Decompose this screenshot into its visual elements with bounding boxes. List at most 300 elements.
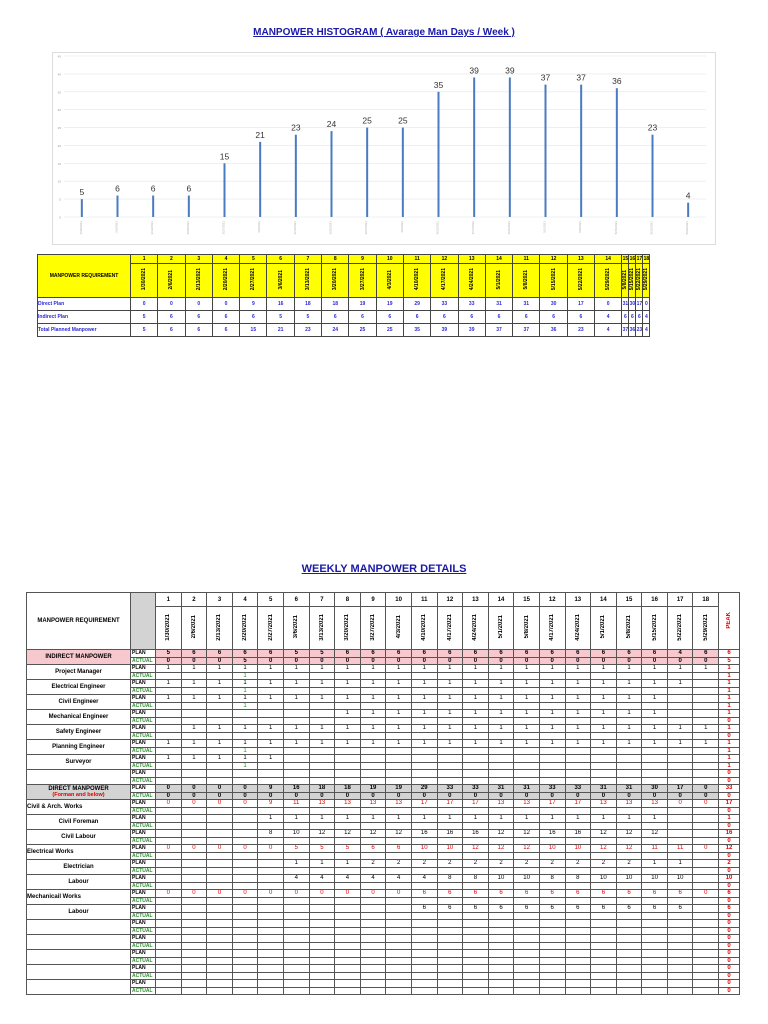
details-cell [411,852,437,860]
details-cell [156,837,182,845]
details-row-name: Mechanical Engineer [27,710,131,725]
details-cell: 12 [488,830,514,838]
summary-cell: 9 [240,298,267,311]
details-cell [156,815,182,823]
details-row-name [27,770,131,785]
details-cell [693,822,719,830]
details-cell: 1 [642,815,668,823]
details-cell [488,672,514,680]
details-row-type: ACTUAL [131,672,156,680]
details-cell [591,965,617,973]
details-cell: 12 [488,845,514,853]
details-cell [539,777,565,785]
details-cell: 12 [616,830,642,838]
summary-week-number: 9 [349,255,376,264]
details-cell: 11 [667,845,693,853]
details-cell [463,987,489,995]
details-cell [642,762,668,770]
details-cell: 8 [437,875,463,883]
details-peak-cell: 0 [719,822,740,830]
details-cell: 0 [258,792,284,800]
details-cell [642,837,668,845]
details-cell [309,777,335,785]
summary-week-date-text: 5/15/2021 [629,268,636,291]
details-cell [309,972,335,980]
details-cell: 6 [667,890,693,898]
details-cell: 0 [232,792,258,800]
details-cell [667,755,693,763]
details-cell: 6 [437,890,463,898]
details-cell: 1 [309,740,335,748]
details-cell [693,747,719,755]
details-cell [386,702,412,710]
details-cell: 6 [463,890,489,898]
details-cell [207,815,233,823]
summary-week-number: 8 [322,255,349,264]
details-cell [565,927,591,935]
details-cell [386,770,412,778]
details-week-date-text: 4/17/2021 [446,613,453,641]
details-cell [360,905,386,913]
details-cell [386,920,412,928]
details-cell [591,882,617,890]
details-cell: 1 [437,725,463,733]
details-row-type: ACTUAL [131,822,156,830]
details-cell [386,972,412,980]
details-cell: 0 [693,792,719,800]
details-cell [386,777,412,785]
details-cell: 12 [309,830,335,838]
details-cell [309,687,335,695]
details-cell [386,755,412,763]
details-cell: 0 [463,792,489,800]
x-tick-label: 2/13/2021 [150,221,155,235]
y-tick-label: 40 [57,72,61,77]
details-cell [386,935,412,943]
details-cell: 6 [258,650,284,658]
details-peak-cell: 1 [719,710,740,718]
details-cell: 0 [360,890,386,898]
details-cell [335,980,361,988]
details-cell [693,927,719,935]
details-cell [386,867,412,875]
summary-cell: 5 [131,324,158,337]
details-cell [335,942,361,950]
summary-row-label: Total Planned Manpower [38,324,131,337]
details-cell [463,972,489,980]
details-cell: 2 [437,860,463,868]
details-cell: 12 [463,845,489,853]
details-week-number: 14 [591,593,617,607]
details-cell: 1 [181,665,207,673]
details-cell [667,987,693,995]
summary-week-number: 13 [458,255,485,264]
details-cell: 0 [539,657,565,665]
details-cell [335,935,361,943]
bar [259,142,261,217]
details-cell [411,770,437,778]
details-cell: 0 [667,800,693,808]
details-peak-cell: 33 [719,785,740,793]
summary-cell: 36 [540,324,567,337]
details-cell [488,687,514,695]
details-cell [693,755,719,763]
details-cell: 5 [309,845,335,853]
details-cell [335,770,361,778]
details-cell [207,987,233,995]
details-peak-cell: 1 [719,687,740,695]
details-cell [309,920,335,928]
details-cell [335,905,361,913]
details-cell [386,897,412,905]
details-cell [514,912,540,920]
details-cell [693,695,719,703]
details-cell [283,897,309,905]
details-cell [565,852,591,860]
details-cell: 1 [488,710,514,718]
details-cell: 2 [514,860,540,868]
details-cell: 6 [463,650,489,658]
details-row-name: Civil Engineer [27,695,131,710]
details-cell: 0 [207,792,233,800]
details-cell [642,717,668,725]
details-cell [156,717,182,725]
details-cell [591,852,617,860]
details-cell: 0 [642,792,668,800]
details-cell [514,755,540,763]
details-cell [411,897,437,905]
details-cell: 0 [309,657,335,665]
details-cell [693,807,719,815]
details-cell [616,965,642,973]
bar [473,77,475,217]
details-cell [565,897,591,905]
details-cell [283,762,309,770]
details-cell: 6 [360,650,386,658]
bar [366,128,368,217]
details-peak-cell: 1 [719,762,740,770]
details-week-date [232,607,258,650]
details-cell [463,770,489,778]
details-cell: 6 [386,650,412,658]
details-cell [437,717,463,725]
summary-week-date [131,264,158,298]
details-cell [437,867,463,875]
summary-week-date-text: 5/29/2021 [605,268,612,291]
details-cell [360,965,386,973]
details-cell [616,912,642,920]
details-cell: 6 [232,650,258,658]
details-cell [258,980,284,988]
details-cell: 6 [565,890,591,898]
details-cell [539,950,565,958]
summary-cell: 6 [431,311,458,324]
details-cell [565,777,591,785]
details-cell: 1 [411,710,437,718]
details-cell [591,987,617,995]
details-cell: 12 [642,830,668,838]
details-row-type: PLAN [131,800,156,808]
details-cell [616,770,642,778]
details-peak-cell: 0 [719,972,740,980]
details-cell [360,867,386,875]
bar-value-label: 25 [362,115,372,126]
details-cell: 1 [488,815,514,823]
details-cell: 17 [667,785,693,793]
details-cell: 31 [488,785,514,793]
summary-cell: 4 [643,311,650,324]
details-cell [693,897,719,905]
details-cell [207,897,233,905]
details-cell [156,882,182,890]
details-cell [181,770,207,778]
details-cell: 8 [463,875,489,883]
details-cell [616,822,642,830]
summary-cell: 0 [212,298,239,311]
details-cell: 1 [642,665,668,673]
details-cell: 1 [616,725,642,733]
details-cell [539,957,565,965]
details-cell [565,717,591,725]
details-cell [565,965,591,973]
details-cell [309,927,335,935]
details-cell [437,912,463,920]
summary-week-date-text: 5/29/2021 [643,268,650,291]
details-cell [258,965,284,973]
details-cell [437,897,463,905]
details-cell [156,807,182,815]
details-cell [156,702,182,710]
details-cell: 10 [411,845,437,853]
details-cell: 18 [309,785,335,793]
summary-week-date [636,264,643,298]
details-cell: 1 [283,695,309,703]
details-cell: 19 [386,785,412,793]
details-cell [335,702,361,710]
details-cell [232,912,258,920]
details-cell [360,770,386,778]
details-cell: 1 [539,740,565,748]
details-cell [258,822,284,830]
details-cell [181,942,207,950]
details-cell [514,687,540,695]
details-cell: 1 [565,680,591,688]
details-cell [591,747,617,755]
details-cell [207,942,233,950]
details-cell [463,762,489,770]
details-cell [232,770,258,778]
summary-cell: 35 [403,324,430,337]
summary-week-date [567,264,594,298]
summary-week-number: 13 [567,255,594,264]
details-row-type: PLAN [131,755,156,763]
summary-week-date-text: 3/13/2021 [304,268,311,291]
details-cell: 2 [591,860,617,868]
details-cell [181,875,207,883]
details-cell [232,920,258,928]
details-cell [335,717,361,725]
details-cell [258,875,284,883]
details-cell: 6 [565,650,591,658]
details-row-type: ACTUAL [131,792,156,800]
details-peak-cell: 0 [719,792,740,800]
bar [117,196,119,217]
details-cell [463,747,489,755]
details-cell: 1 [181,725,207,733]
details-cell [335,882,361,890]
details-cell [309,770,335,778]
bar [81,199,83,217]
details-cell [411,980,437,988]
details-cell [437,987,463,995]
details-cell [463,957,489,965]
details-cell: 9 [258,785,284,793]
details-cell [232,987,258,995]
details-cell [488,957,514,965]
details-peak-cell: 1 [719,695,740,703]
details-cell [335,950,361,958]
details-cell: 17 [411,800,437,808]
details-cell: 1 [232,665,258,673]
details-cell [667,927,693,935]
details-cell [232,860,258,868]
details-cell: 4 [667,650,693,658]
details-cell [565,672,591,680]
summary-cell: 6 [212,311,239,324]
details-cell: 1 [258,815,284,823]
details-cell: 1 [283,815,309,823]
details-cell [488,867,514,875]
details-cell [539,927,565,935]
details-cell [207,702,233,710]
details-cell [437,702,463,710]
details-cell: 1 [207,680,233,688]
details-cell [488,942,514,950]
x-tick-label: 4/3/2021 [399,221,404,233]
details-cell [463,980,489,988]
details-cell [181,860,207,868]
details-cell [309,980,335,988]
details-cell [463,965,489,973]
bar-value-label: 39 [505,65,515,76]
details-cell [693,875,719,883]
details-cell [488,927,514,935]
details-cell: 8 [565,875,591,883]
summary-cell: 19 [376,298,403,311]
summary-cell: 6 [403,311,430,324]
details-cell: 1 [667,680,693,688]
details-peak-cell: 0 [719,980,740,988]
details-cell [642,777,668,785]
details-cell [335,732,361,740]
summary-cell: 5 [267,311,294,324]
details-week-date-text: 3/6/2021 [293,615,300,639]
details-cell: 1 [463,815,489,823]
details-cell: 1 [283,860,309,868]
details-cell: 0 [565,792,591,800]
details-cell [591,920,617,928]
details-cell: 10 [283,830,309,838]
details-cell [283,957,309,965]
details-cell [386,927,412,935]
summary-cell: 29 [403,298,430,311]
details-week-date [616,607,642,650]
details-cell [616,867,642,875]
details-row-type: PLAN [131,905,156,913]
details-cell [283,717,309,725]
y-tick-label: 45 [57,54,61,59]
details-cell: 6 [591,650,617,658]
details-cell [539,822,565,830]
details-cell: 0 [642,657,668,665]
details-cell [488,807,514,815]
details-row-name: Civil Labour [27,830,131,845]
bar [616,88,618,217]
summary-week-date [322,264,349,298]
details-cell: 1 [539,680,565,688]
details-cell [667,770,693,778]
details-row-type: PLAN [131,950,156,958]
details-cell [616,687,642,695]
details-cell [386,882,412,890]
details-cell [232,980,258,988]
details-cell [488,912,514,920]
details-cell [335,687,361,695]
details-title: WEEKLY MANPOWER DETAILS [301,563,467,575]
details-cell [463,920,489,928]
details-cell: 1 [360,680,386,688]
details-peak-cell: 0 [719,852,740,860]
details-cell [156,927,182,935]
details-cell: 6 [642,905,668,913]
summary-cell: 31 [485,298,512,311]
details-cell [616,980,642,988]
bar [545,85,547,217]
details-cell [565,732,591,740]
details-week-date [463,607,489,650]
bar [295,135,297,217]
details-cell: 0 [667,657,693,665]
details-cell [156,852,182,860]
details-cell [411,920,437,928]
details-cell: 1 [309,680,335,688]
details-cell [488,920,514,928]
details-cell [232,710,258,718]
summary-cell: 33 [431,298,458,311]
details-cell: 1 [232,702,258,710]
details-cell [437,755,463,763]
summary-week-date [643,264,650,298]
details-week-date [539,607,565,650]
details-cell [514,942,540,950]
details-cell: 2 [565,860,591,868]
details-cell: 0 [207,800,233,808]
details-cell [283,747,309,755]
details-cell [591,912,617,920]
details-cell: 1 [616,680,642,688]
details-cell [437,942,463,950]
details-cell: 1 [207,695,233,703]
details-cell [642,980,668,988]
details-week-date-text: 5/22/2021 [677,613,684,641]
details-cell [488,777,514,785]
details-cell: 16 [437,830,463,838]
details-cell: 6 [488,650,514,658]
details-cell [642,950,668,958]
details-cell [258,882,284,890]
details-cell [156,965,182,973]
details-peak-cell: 6 [719,905,740,913]
